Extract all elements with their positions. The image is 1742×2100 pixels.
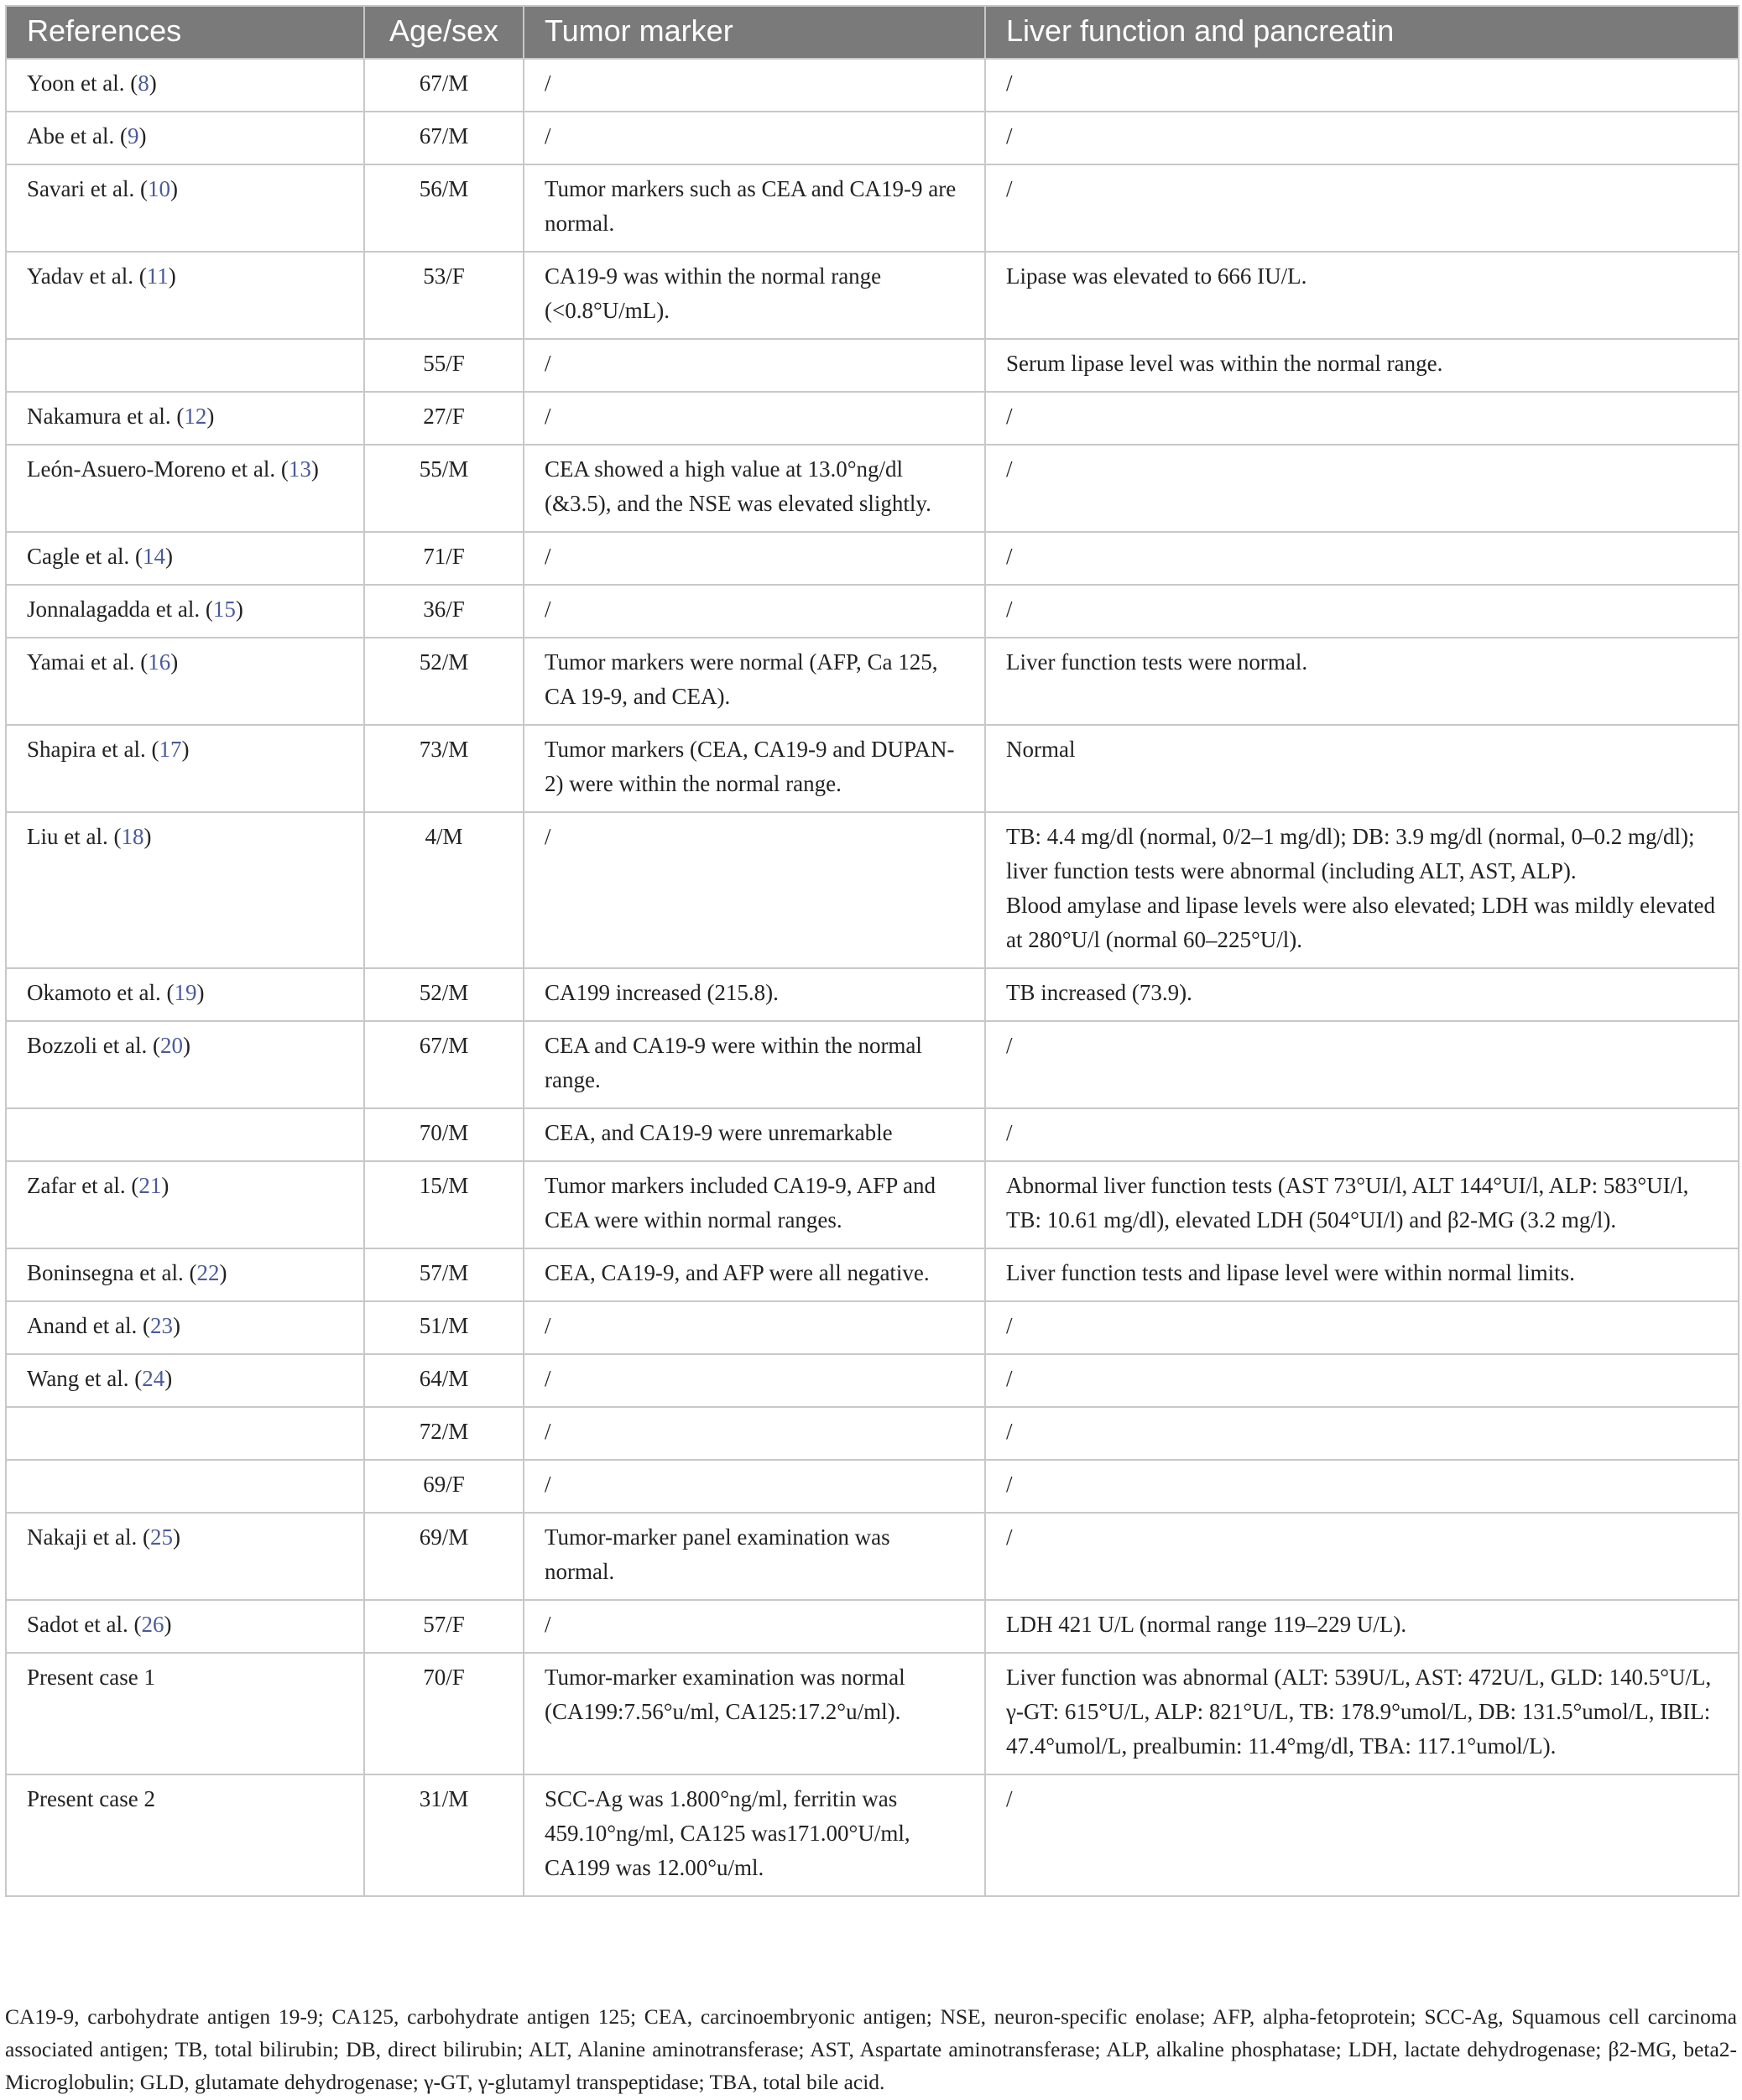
- age-sex-cell: 55/M: [364, 445, 524, 532]
- tumor-marker-cell: /: [524, 585, 985, 638]
- reference-author: Yamai et al.: [27, 649, 135, 675]
- reference-author: Cagle et al.: [27, 544, 130, 569]
- liver-function-cell: /: [985, 1108, 1739, 1161]
- age-sex-cell: 55/F: [364, 339, 524, 392]
- reference-cell: [6, 1108, 364, 1161]
- citation-link[interactable]: 22: [196, 1260, 220, 1285]
- age-sex-cell: 64/M: [364, 1354, 524, 1407]
- tumor-marker-cell: CEA showed a high value at 13.0°ng/dl (&3.5), and the NSE was elevated slightly.: [524, 445, 985, 532]
- citation-link[interactable]: 11: [146, 263, 169, 289]
- reference-cell: Yamai et al. (16): [6, 638, 364, 725]
- age-sex-cell: 15/M: [364, 1161, 524, 1248]
- reference-cell: Sadot et al. (26): [6, 1600, 364, 1653]
- liver-function-cell: /: [985, 1460, 1739, 1513]
- tumor-marker-cell: Tumor-marker panel examination was normal.: [524, 1513, 985, 1600]
- table-footnote: CA19-9, carbohydrate antigen 19-9; CA125, carbohydrate antigen 125; CEA, carcinoembryonic antigen; NSE, neuron-specific enolase; AFP, alpha-fetoprotein; SCC-Ag, Squamous cell carcinoma associated antigen; TB, total bilirubin; DB, direct bilirubin; ALT, Alanine aminotransferase; AST, Aspartate aminotransferase; ALP, alkaline phosphatase; LDH, lactate dehydrogenase; β2-MG, beta2- Microglobulin; GLD, glutamate dehydrogenase; γ-GT, γ-glutamyl transpeptidase; TBA, total bile acid.: [5, 2004, 1737, 2094]
- tumor-marker-cell: Tumor markers (CEA, CA19-9 and DUPAN-2) were within the normal range.: [524, 725, 985, 812]
- reference-cell: Nakamura et al. (12): [6, 392, 364, 445]
- age-sex-cell: 57/M: [364, 1248, 524, 1301]
- table-row: [6, 1248, 1739, 1301]
- reference-cell: Shapira et al. (17): [6, 725, 364, 812]
- age-sex-cell: 57/F: [364, 1600, 524, 1653]
- age-sex-cell: 67/M: [364, 59, 524, 112]
- tumor-marker-cell: /: [524, 1460, 985, 1513]
- table-row: [6, 1021, 1739, 1108]
- table-row: [6, 532, 1739, 585]
- citation-link[interactable]: 17: [159, 737, 182, 762]
- age-sex-cell: 36/F: [364, 585, 524, 638]
- reference-cell: Anand et al. (23): [6, 1301, 364, 1354]
- citation-link[interactable]: 10: [147, 176, 170, 201]
- reference-author: Savari et al.: [27, 176, 135, 201]
- table-row: [6, 339, 1739, 392]
- reference-author: Yoon et al.: [27, 70, 125, 96]
- tumor-marker-cell: CA199 increased (215.8).: [524, 968, 985, 1021]
- reference-author: Nakamura et al.: [27, 404, 171, 429]
- table-row: [6, 1161, 1739, 1248]
- tumor-marker-cell: CEA and CA19-9 were within the normal range.: [524, 1021, 985, 1108]
- tumor-marker-cell: /: [524, 1354, 985, 1407]
- table-row: [6, 1301, 1739, 1354]
- reference-cell: [6, 1774, 364, 1896]
- reference-cell: Wang et al. (24): [6, 1354, 364, 1407]
- table-row: [6, 638, 1739, 725]
- reference-author: Anand et al.: [27, 1313, 138, 1338]
- age-sex-cell: 69/F: [364, 1460, 524, 1513]
- table-row: [6, 1354, 1739, 1407]
- tumor-marker-cell: CEA, CA19-9, and AFP were all negative.: [524, 1248, 985, 1301]
- tumor-marker-cell: Tumor markers such as CEA and CA19-9 are normal.: [524, 164, 985, 252]
- age-sex-cell: 56/M: [364, 164, 524, 252]
- tumor-marker-cell: /: [524, 339, 985, 392]
- age-sex-cell: 51/M: [364, 1301, 524, 1354]
- citation-link[interactable]: 20: [159, 1033, 183, 1058]
- age-sex-cell: 52/M: [364, 968, 524, 1021]
- reference-author: Sadot et al.: [27, 1612, 128, 1637]
- reference-author: Jonnalagadda et al.: [27, 597, 201, 622]
- table-row: [6, 725, 1739, 812]
- reference-cell: [6, 1460, 364, 1513]
- reference-cell: Yadav et al. (11): [6, 252, 364, 339]
- reference-author: Nakaji et al.: [27, 1524, 138, 1550]
- reference-author: Bozzoli et al.: [27, 1033, 148, 1058]
- table-row: [6, 164, 1739, 252]
- table-row: [6, 59, 1739, 112]
- reference-author: León-Asuero-Moreno et al.: [27, 456, 276, 482]
- reference-cell: León-Asuero-Moreno et al. (13): [6, 445, 364, 532]
- age-sex-cell: 71/F: [364, 532, 524, 585]
- liver-function-cell: /: [985, 112, 1739, 164]
- age-sex-cell: 70/F: [364, 1653, 524, 1774]
- table-row: [6, 112, 1739, 164]
- reference-cell: Okamoto et al. (19): [6, 968, 364, 1021]
- references-table: [5, 5, 1739, 1897]
- tumor-marker-cell: CEA, and CA19-9 were unremarkable: [524, 1108, 985, 1161]
- header-liver-function: Liver function and pancreatin: [985, 6, 1739, 59]
- citation-link[interactable]: 24: [142, 1366, 165, 1391]
- citation-link[interactable]: 12: [184, 404, 207, 429]
- citation-link[interactable]: 15: [212, 597, 236, 622]
- table-row: [6, 585, 1739, 638]
- liver-function-cell: /: [985, 1774, 1739, 1896]
- age-sex-cell: 4/M: [364, 812, 524, 968]
- liver-function-cell: /: [985, 445, 1739, 532]
- tumor-marker-cell: CA19-9 was within the normal range (<0.8°U/mL).: [524, 252, 985, 339]
- liver-function-cell: Liver function tests and lipase level were within normal limits.: [985, 1248, 1739, 1301]
- citation-link[interactable]: 16: [148, 649, 171, 675]
- header-row: [6, 6, 1739, 59]
- citation-link[interactable]: 14: [142, 544, 165, 569]
- table-header: [6, 6, 1739, 59]
- header-references: References: [6, 6, 364, 59]
- tumor-marker-cell: /: [524, 112, 985, 164]
- reference-author: Yadav et al.: [27, 263, 133, 289]
- tumor-marker-cell: SCC-Ag was 1.800°ng/ml, ferritin was 459.10°ng/ml, CA125 was171.00°U/ml, CA199 was 12.00°u/ml.: [524, 1774, 985, 1896]
- age-sex-cell: 52/M: [364, 638, 524, 725]
- reference-author: Present case 2: [27, 1786, 155, 1811]
- citation-link[interactable]: 25: [149, 1524, 173, 1550]
- liver-function-cell: /: [985, 1021, 1739, 1108]
- reference-author: Shapira et al.: [27, 737, 146, 762]
- reference-author: Boninsegna et al.: [27, 1260, 184, 1285]
- liver-function-cell: Lipase was elevated to 666 IU/L.: [985, 252, 1739, 339]
- header-tumor-marker: Tumor marker: [524, 6, 985, 59]
- reference-cell: [6, 1407, 364, 1460]
- table-row: [6, 392, 1739, 445]
- tumor-marker-cell: /: [524, 1600, 985, 1653]
- reference-cell: [6, 1653, 364, 1774]
- reference-cell: Cagle et al. (14): [6, 532, 364, 585]
- liver-function-cell: /: [985, 59, 1739, 112]
- table-row: [6, 968, 1739, 1021]
- liver-function-cell: TB increased (73.9).: [985, 968, 1739, 1021]
- liver-function-cell: /: [985, 1513, 1739, 1600]
- liver-function-cell: LDH 421 U/L (normal range 119–229 U/L).: [985, 1600, 1739, 1653]
- age-sex-cell: 31/M: [364, 1774, 524, 1896]
- citation-link[interactable]: 19: [174, 980, 197, 1005]
- age-sex-cell: 53/F: [364, 252, 524, 339]
- citation-link[interactable]: 23: [149, 1313, 173, 1338]
- reference-cell: Nakaji et al. (25): [6, 1513, 364, 1600]
- table-row: [6, 1774, 1739, 1896]
- tumor-marker-cell: /: [524, 1301, 985, 1354]
- reference-cell: Abe et al. (9): [6, 112, 364, 164]
- reference-cell: Liu et al. (18): [6, 812, 364, 968]
- age-sex-cell: 72/M: [364, 1407, 524, 1460]
- reference-author: Present case 1: [27, 1665, 155, 1690]
- tumor-marker-cell: Tumor-marker examination was normal (CA199:7.56°u/ml, CA125:17.2°u/ml).: [524, 1653, 985, 1774]
- table-row: [6, 1460, 1739, 1513]
- liver-function-cell: Liver function was abnormal (ALT: 539U/L, AST: 472U/L, GLD: 140.5°U/L, γ-GT: 615°U/L, ALP: 821°U/L, TB: 178.9°umol/L, DB: 131.5°umol/L, IBIL: 47.4°umol/L, prealbumin: 11.4°mg/dl, TBA: 117.1°umol/L).: [985, 1653, 1739, 1774]
- table-row: [6, 445, 1739, 532]
- tumor-marker-cell: /: [524, 392, 985, 445]
- citation-link[interactable]: 21: [138, 1173, 162, 1198]
- header-age-sex: Age/sex: [364, 6, 524, 59]
- reference-author: Zafar et al.: [27, 1173, 126, 1198]
- reference-author: Liu et al.: [27, 824, 108, 849]
- liver-function-cell: Liver function tests were normal.: [985, 638, 1739, 725]
- reference-cell: Bozzoli et al. (20): [6, 1021, 364, 1108]
- reference-cell: Yoon et al. (8): [6, 59, 364, 112]
- reference-cell: [6, 339, 364, 392]
- liver-function-cell: Normal: [985, 725, 1739, 812]
- citation-link[interactable]: 13: [288, 456, 311, 482]
- reference-cell: Jonnalagadda et al. (15): [6, 585, 364, 638]
- tumor-marker-cell: Tumor markers included CA19-9, AFP and CEA were within normal ranges.: [524, 1161, 985, 1248]
- reference-author: Wang et al.: [27, 1366, 129, 1391]
- table-row: [6, 1600, 1739, 1653]
- table-row: [6, 1513, 1739, 1600]
- table-row: [6, 1108, 1739, 1161]
- age-sex-cell: 27/F: [364, 392, 524, 445]
- age-sex-cell: 70/M: [364, 1108, 524, 1161]
- liver-function-cell: /: [985, 164, 1739, 252]
- citation-link[interactable]: 8: [138, 70, 149, 96]
- tumor-marker-cell: /: [524, 532, 985, 585]
- tumor-marker-cell: /: [524, 812, 985, 968]
- reference-author: Okamoto et al.: [27, 980, 161, 1005]
- liver-function-cell: TB: 4.4 mg/dl (normal, 0/2–1 mg/dl); DB: 3.9 mg/dl (normal, 0–0.2 mg/dl); liver function tests were abnormal (including ALT, AST, ALP). Blood amylase and lipase levels were also elevated; LDH was mildly elevated at 280°U/l (normal 60–225°U/l).: [985, 812, 1739, 968]
- table-body: [6, 59, 1739, 1896]
- age-sex-cell: 69/M: [364, 1513, 524, 1600]
- tumor-marker-cell: /: [524, 59, 985, 112]
- tumor-marker-cell: Tumor markers were normal (AFP, Ca 125, CA 19-9, and CEA).: [524, 638, 985, 725]
- reference-cell: Boninsegna et al. (22): [6, 1248, 364, 1301]
- age-sex-cell: 67/M: [364, 1021, 524, 1108]
- liver-function-cell: /: [985, 392, 1739, 445]
- liver-function-cell: Abnormal liver function tests (AST 73°UI/l, ALT 144°UI/l, ALP: 583°UI/l, TB: 10.61 mg/dl), elevated LDH (504°UI/l) and β2-MG (3.2 mg/l).: [985, 1161, 1739, 1248]
- table-row: [6, 1407, 1739, 1460]
- table-row: [6, 812, 1739, 968]
- liver-function-cell: /: [985, 585, 1739, 638]
- citation-link[interactable]: 26: [141, 1612, 164, 1637]
- table-row: [6, 1653, 1739, 1774]
- liver-function-cell: /: [985, 1301, 1739, 1354]
- reference-author: Abe et al.: [27, 123, 115, 149]
- reference-cell: Zafar et al. (21): [6, 1161, 364, 1248]
- liver-function-cell: /: [985, 1407, 1739, 1460]
- citation-link[interactable]: 9: [127, 123, 139, 149]
- citation-link[interactable]: 18: [121, 824, 144, 849]
- liver-function-cell: Serum lipase level was within the normal range.: [985, 339, 1739, 392]
- reference-cell: Savari et al. (10): [6, 164, 364, 252]
- tumor-marker-cell: /: [524, 1407, 985, 1460]
- liver-function-cell: /: [985, 1354, 1739, 1407]
- age-sex-cell: 67/M: [364, 112, 524, 164]
- age-sex-cell: 73/M: [364, 725, 524, 812]
- liver-function-cell: /: [985, 532, 1739, 585]
- table-row: [6, 252, 1739, 339]
